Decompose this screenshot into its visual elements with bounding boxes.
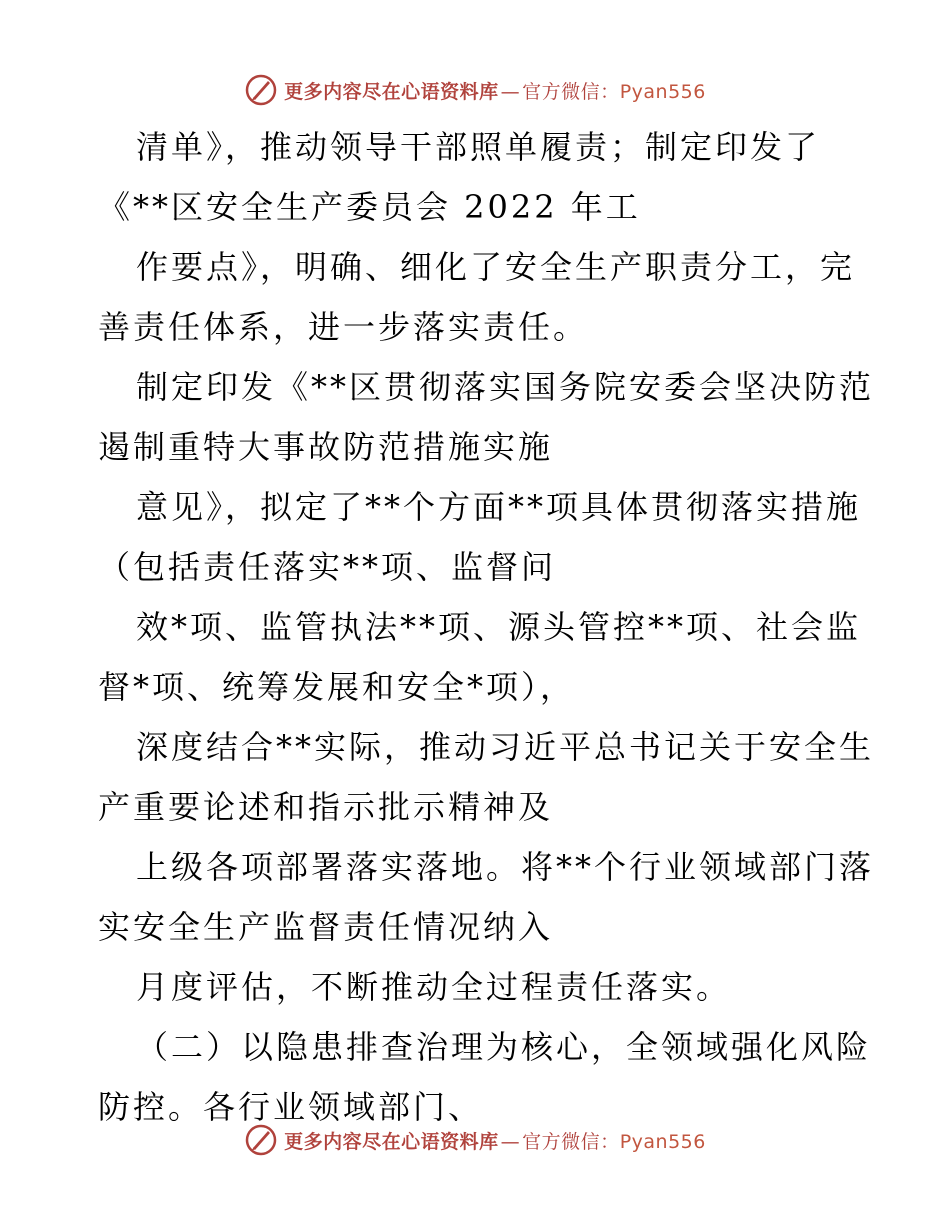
text-line: 效*项、监管执法**项、源头管控**项、社会监 <box>136 608 862 646</box>
text-line: 上级各项部署落实落地。将**个行业领域部门落 <box>136 848 875 886</box>
document-body <box>98 117 875 1137</box>
watermark-contact: Pyan556 <box>619 80 706 103</box>
watermark-dash: — <box>500 1130 521 1153</box>
watermark-prefix: 更多内容尽在心语资料库 <box>284 80 499 103</box>
quill-logo-icon <box>244 1123 278 1157</box>
watermark-suffix: 官方微信： <box>522 1130 620 1153</box>
text-line: 善责任体系，进一步落实责任。 <box>98 308 589 346</box>
text-line: 意见》，拟定了**个方面**项具体贯彻落实措施 <box>136 488 862 526</box>
text-line: 产重要论述和指示批示精神及 <box>98 788 554 826</box>
watermark-dash: — <box>500 80 521 103</box>
text-line: 月度评估，不断推动全过程责任落实。 <box>136 968 732 1006</box>
watermark-prefix: 更多内容尽在心语资料库 <box>284 1130 499 1153</box>
text-line: （包括责任落实**项、监督问 <box>98 548 557 586</box>
text-line: 督*项、统筹发展和安全*项）， <box>98 668 576 706</box>
watermark-suffix: 官方微信： <box>522 80 620 103</box>
text-line: 深度结合**实际，推动习近平总书记关于安全生 <box>136 728 875 766</box>
text-line: 遏制重特大事故防范措施实施 <box>98 428 554 466</box>
watermark-footer <box>0 1120 950 1160</box>
text-line: （二）以隐患排查治理为核心，全领域强化风险 <box>136 1028 872 1066</box>
text-line: 《**区安全生产委员会 2022 年工 <box>98 188 641 226</box>
text-line: 实安全生产监督责任情况纳入 <box>98 908 554 946</box>
watermark-contact: Pyan556 <box>619 1130 706 1153</box>
watermark-text <box>284 77 706 104</box>
text-line: 制定印发《**区贯彻落实国务院安委会坚决防范 <box>136 368 875 406</box>
quill-logo-icon <box>244 73 278 107</box>
text-line: 清单》，推动领导干部照单履责；制定印发了 <box>136 128 821 166</box>
watermark-header <box>0 70 950 110</box>
text-line: 作要点》，明确、细化了安全生产职责分工，完 <box>136 248 856 286</box>
text-line: 防控。各行业领域部门、 <box>98 1088 484 1126</box>
watermark-text <box>284 1127 706 1154</box>
